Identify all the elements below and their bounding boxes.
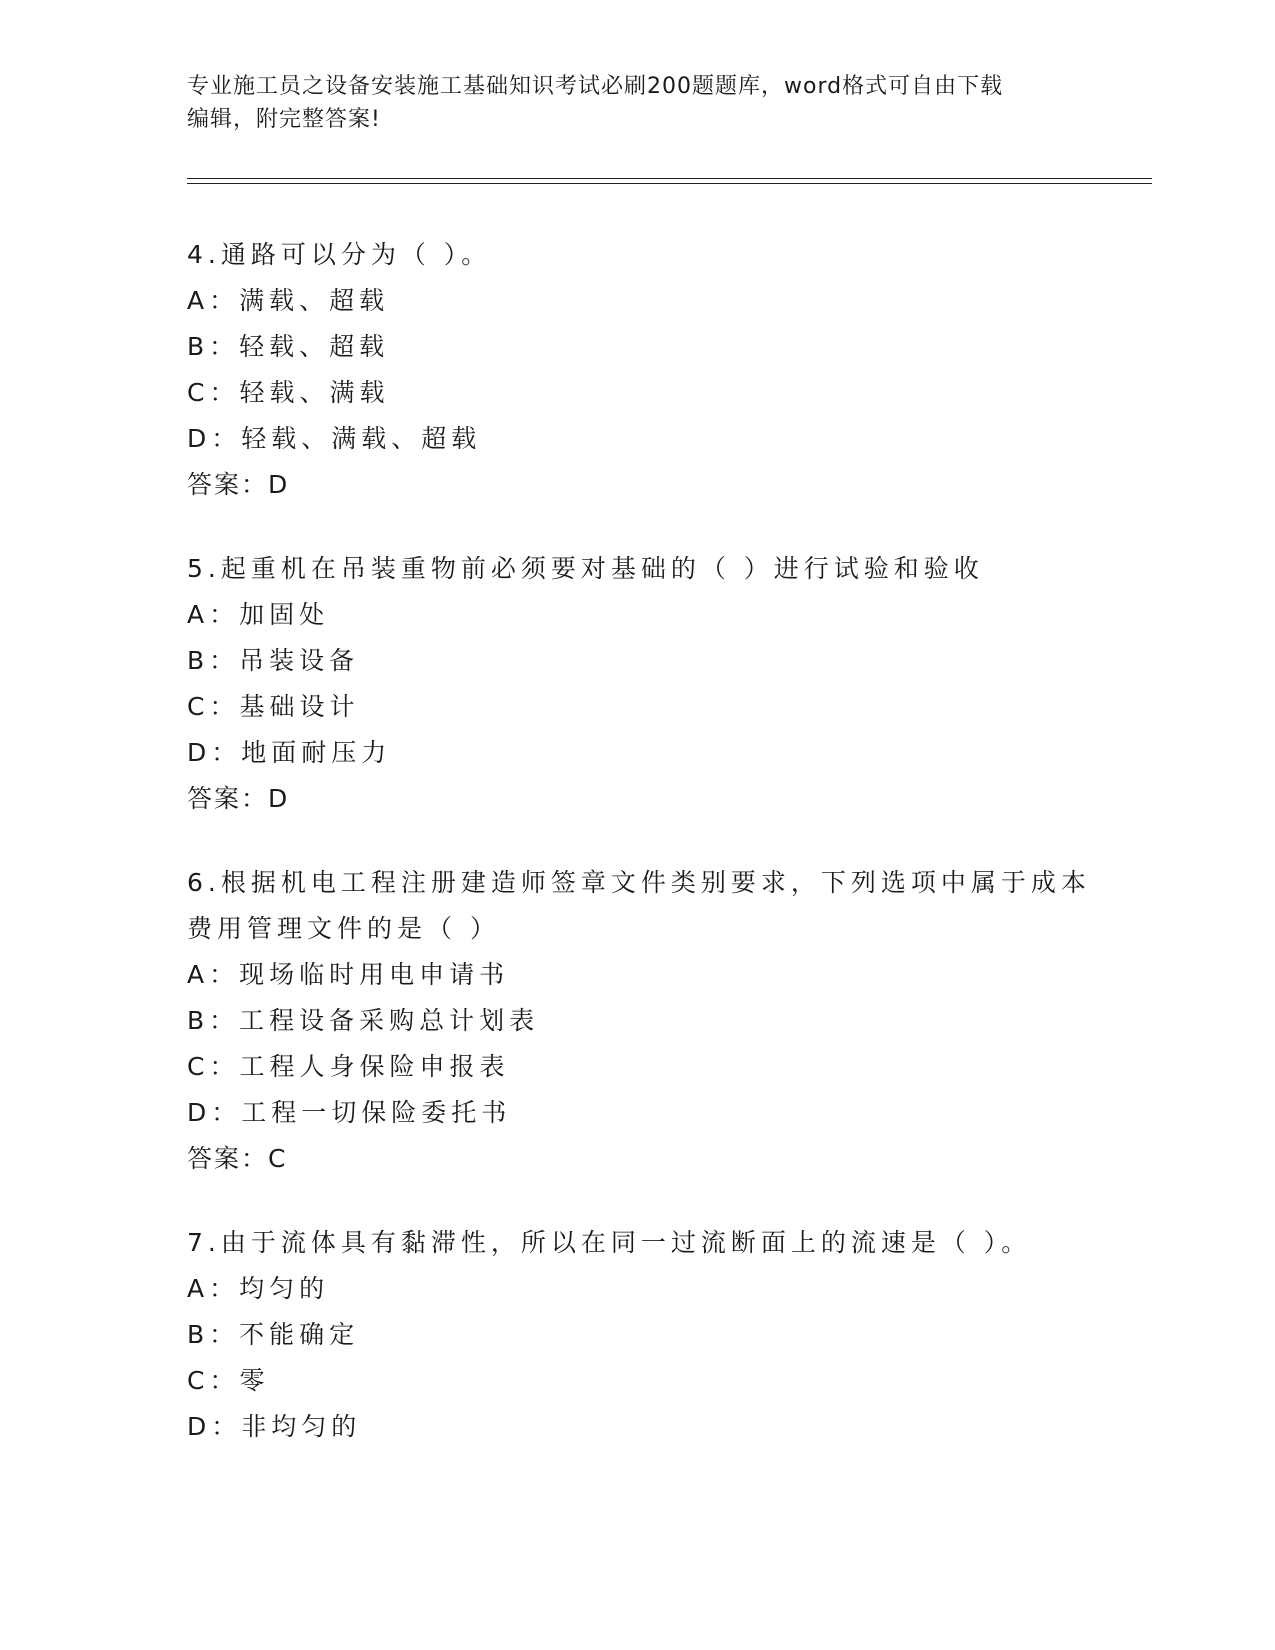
option-b: B：不能确定 <box>187 1320 360 1349</box>
option-c: C：基础设计 <box>187 692 360 721</box>
answer: 答案：D <box>187 784 290 813</box>
option-d: D：轻载、满载、超载 <box>187 424 482 453</box>
question-text: 5.起重机在吊装重物前必须要对基础的（ ）进行试验和验收 <box>187 554 984 583</box>
question-text: 4.通路可以分为（ ）。 <box>187 240 492 269</box>
question-6 <box>187 860 1091 1182</box>
header-divider-top <box>187 178 1152 179</box>
option-b: B：轻载、超载 <box>187 332 390 361</box>
question-text: 7.由于流体具有黏滞性，所以在同一过流断面上的流速是（ ）。 <box>187 1228 1032 1257</box>
option-b: B：吊装设备 <box>187 646 360 675</box>
option-d: D：非均匀的 <box>187 1412 362 1441</box>
option-d: D：地面耐压力 <box>187 738 392 767</box>
question-5 <box>187 546 1087 822</box>
question-text-line-2: 费用管理文件的是（ ） <box>187 914 500 943</box>
answer: 答案：D <box>187 470 290 499</box>
option-b: B：工程设备采购总计划表 <box>187 1006 540 1035</box>
option-a: A：加固处 <box>187 600 330 629</box>
answer: 答案：C <box>187 1144 288 1173</box>
option-c: C：轻载、满载 <box>187 378 390 407</box>
header-line-2: 编辑，附完整答案! <box>187 107 381 132</box>
header-divider-bottom <box>187 183 1152 184</box>
option-a: A：现场临时用电申请书 <box>187 960 510 989</box>
option-d: D：工程一切保险委托书 <box>187 1098 512 1127</box>
question-7 <box>187 1220 1087 1450</box>
header-line-1: 专业施工员之设备安装施工基础知识考试必刷200题题库，word格式可自由下载 <box>187 74 1004 99</box>
document-header <box>187 70 1087 136</box>
question-4 <box>187 232 1087 508</box>
option-c: C：零 <box>187 1366 270 1395</box>
option-c: C：工程人身保险申报表 <box>187 1052 510 1081</box>
option-a: A：满载、超载 <box>187 286 390 315</box>
question-text-line-1: 6.根据机电工程注册建造师签章文件类别要求，下列选项中属于成本 <box>187 868 1091 897</box>
question-list <box>187 232 1091 1488</box>
option-a: A：均匀的 <box>187 1274 330 1303</box>
